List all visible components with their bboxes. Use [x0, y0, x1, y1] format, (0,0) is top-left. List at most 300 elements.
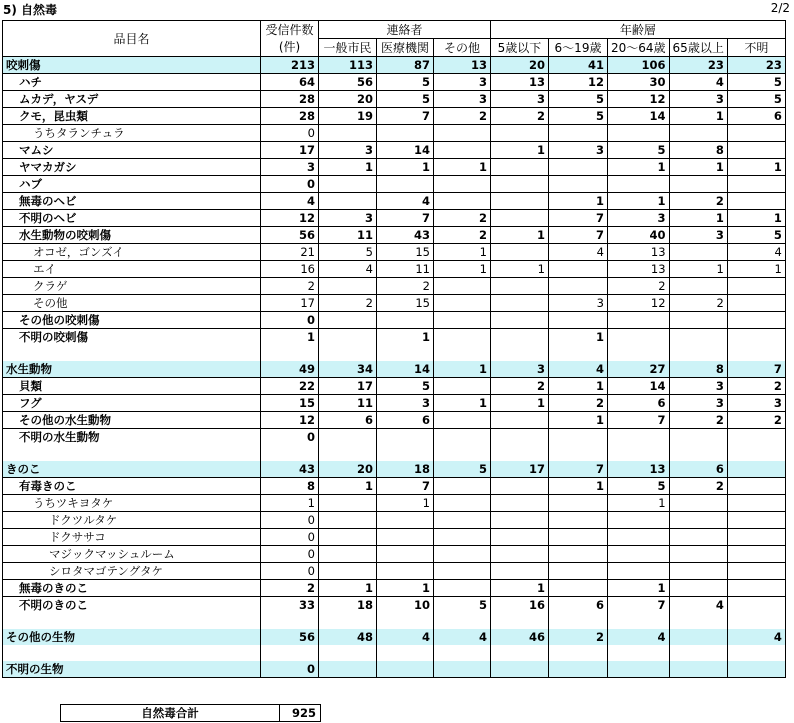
row-value: 1 — [434, 361, 491, 378]
row-label: うちタランチュラ — [3, 125, 261, 142]
table-row — [3, 412, 786, 429]
row-value: 18 — [377, 461, 434, 478]
row-value: 1 — [608, 159, 670, 176]
table-row — [3, 429, 786, 446]
row-value: 4 — [261, 193, 319, 210]
row-label: 水生動物の咬刺傷 — [3, 227, 261, 244]
row-value: 17 — [491, 461, 549, 478]
row-value — [434, 529, 491, 546]
row-value — [727, 563, 785, 580]
row-value — [434, 429, 491, 446]
row-value: 2 — [549, 629, 608, 645]
table-row — [3, 261, 786, 278]
row-value: 2 — [669, 193, 727, 210]
row-value — [491, 661, 549, 678]
row-value — [377, 125, 434, 142]
row-value — [491, 295, 549, 312]
row-value: 4 — [319, 261, 377, 278]
row-value: 0 — [261, 563, 319, 580]
row-value — [608, 445, 670, 461]
row-value: 7 — [608, 412, 670, 429]
row-value: 12 — [261, 412, 319, 429]
row-value: 64 — [261, 74, 319, 91]
row-value: 49 — [261, 361, 319, 378]
table-row — [3, 478, 786, 495]
row-value: 1 — [434, 261, 491, 278]
row-value: 7 — [549, 210, 608, 227]
row-value — [491, 176, 549, 193]
row-value: 33 — [261, 597, 319, 614]
row-value — [727, 193, 785, 210]
row-value — [491, 312, 549, 329]
table-row — [3, 629, 786, 645]
row-value — [434, 125, 491, 142]
row-value: 3 — [608, 210, 670, 227]
row-value: 1 — [608, 495, 670, 512]
row-value — [549, 278, 608, 295]
row-value — [377, 512, 434, 529]
row-value — [319, 645, 377, 661]
row-value: 28 — [261, 108, 319, 125]
row-value: 15 — [377, 295, 434, 312]
row-value — [491, 478, 549, 495]
row-value: 56 — [319, 74, 377, 91]
row-value: 1 — [727, 159, 785, 176]
row-value — [608, 345, 670, 361]
row-value — [669, 645, 727, 661]
row-value: 15 — [377, 244, 434, 261]
row-value: 106 — [608, 57, 670, 74]
table-row — [3, 395, 786, 412]
row-value — [491, 193, 549, 210]
row-label: クモ，昆虫類 — [3, 108, 261, 125]
row-value — [491, 329, 549, 346]
row-value: 2 — [319, 295, 377, 312]
row-value: 22 — [261, 378, 319, 395]
row-value: 1 — [319, 159, 377, 176]
row-value: 3 — [319, 142, 377, 159]
row-value: 6 — [319, 412, 377, 429]
row-value: 2 — [261, 580, 319, 597]
row-value — [549, 546, 608, 563]
row-label: 不明の生物 — [3, 661, 261, 678]
age-group-header: 年齢層 — [491, 21, 786, 39]
row-value — [434, 495, 491, 512]
row-value — [319, 125, 377, 142]
row-value — [727, 495, 785, 512]
row-value: 3 — [727, 395, 785, 412]
row-value: 3 — [377, 395, 434, 412]
row-value: 87 — [377, 57, 434, 74]
row-value — [319, 546, 377, 563]
contact-group-header: 連絡者 — [319, 21, 491, 39]
row-value: 3 — [261, 159, 319, 176]
item-name-header: 品目名 — [3, 21, 261, 57]
row-value: 34 — [319, 361, 377, 378]
table-row — [3, 661, 786, 678]
row-value: 12 — [261, 210, 319, 227]
row-value: 1 — [669, 210, 727, 227]
row-value: 46 — [491, 629, 549, 645]
table-row — [3, 159, 786, 176]
row-value — [727, 176, 785, 193]
row-value — [608, 312, 670, 329]
table-row — [3, 378, 786, 395]
row-value: 2 — [727, 378, 785, 395]
unit-header: (件) — [261, 39, 319, 57]
row-value — [608, 125, 670, 142]
row-value — [319, 429, 377, 446]
row-value — [608, 661, 670, 678]
row-value: 20 — [491, 57, 549, 74]
row-value — [549, 176, 608, 193]
table-row — [3, 244, 786, 261]
row-value — [727, 546, 785, 563]
row-value — [669, 345, 727, 361]
row-value — [549, 661, 608, 678]
row-value — [434, 512, 491, 529]
row-value — [491, 563, 549, 580]
row-value: 0 — [261, 312, 319, 329]
row-value — [669, 278, 727, 295]
row-value: 2 — [434, 227, 491, 244]
row-value: 0 — [261, 529, 319, 546]
row-value — [608, 176, 670, 193]
row-value: 7 — [549, 461, 608, 478]
row-value — [727, 645, 785, 661]
received-count-header: 受信件数 — [261, 21, 319, 39]
row-value: 2 — [669, 295, 727, 312]
row-value: 10 — [377, 597, 434, 614]
row-value — [669, 580, 727, 597]
table-row — [3, 345, 786, 361]
row-value — [491, 244, 549, 261]
row-value — [727, 278, 785, 295]
row-label: クラゲ — [3, 278, 261, 295]
row-value: 17 — [261, 142, 319, 159]
row-value: 23 — [669, 57, 727, 74]
row-value — [319, 661, 377, 678]
row-value: 40 — [608, 227, 670, 244]
row-value: 5 — [377, 91, 434, 108]
row-value — [434, 546, 491, 563]
row-value: 6 — [549, 597, 608, 614]
table-body — [3, 57, 786, 678]
row-value — [434, 345, 491, 361]
row-value: 1 — [434, 244, 491, 261]
row-value: 17 — [261, 295, 319, 312]
row-label: きのこ — [3, 461, 261, 478]
table-row — [3, 278, 786, 295]
row-value — [608, 329, 670, 346]
row-value — [491, 429, 549, 446]
row-value: 12 — [549, 74, 608, 91]
row-value: 13 — [608, 461, 670, 478]
row-value: 1 — [549, 329, 608, 346]
row-value: 13 — [491, 74, 549, 91]
row-value: 5 — [727, 74, 785, 91]
row-value: 3 — [669, 227, 727, 244]
row-value: 2 — [491, 378, 549, 395]
row-label: エイ — [3, 261, 261, 278]
row-value — [669, 495, 727, 512]
row-label: うちツキヨタケ — [3, 495, 261, 512]
row-value — [549, 261, 608, 278]
table-row — [3, 563, 786, 580]
table-row — [3, 210, 786, 227]
row-value — [491, 159, 549, 176]
row-value — [669, 329, 727, 346]
row-value — [491, 613, 549, 629]
row-value: 16 — [261, 261, 319, 278]
table-row — [3, 613, 786, 629]
table-row — [3, 645, 786, 661]
row-value: 0 — [261, 661, 319, 678]
row-label: ドクササコ — [3, 529, 261, 546]
row-value — [669, 176, 727, 193]
age-header: 65歳以上 — [669, 39, 727, 57]
row-value: 4 — [434, 629, 491, 645]
row-value — [549, 125, 608, 142]
row-value — [434, 661, 491, 678]
row-value — [434, 563, 491, 580]
row-label: ムカデ，ヤスデ — [3, 91, 261, 108]
row-value — [549, 563, 608, 580]
row-value: 1 — [549, 378, 608, 395]
row-value: 5 — [608, 142, 670, 159]
row-value — [491, 546, 549, 563]
row-value — [608, 529, 670, 546]
row-value — [377, 645, 434, 661]
row-label: ヤマカガシ — [3, 159, 261, 176]
row-value — [727, 329, 785, 346]
row-value — [727, 478, 785, 495]
row-value: 1 — [261, 495, 319, 512]
row-value — [608, 429, 670, 446]
table-row — [3, 91, 786, 108]
row-value — [669, 244, 727, 261]
row-value: 14 — [608, 378, 670, 395]
row-value: 1 — [549, 478, 608, 495]
row-value — [319, 563, 377, 580]
row-value: 11 — [319, 227, 377, 244]
row-value — [434, 278, 491, 295]
contact-header: その他 — [434, 39, 491, 57]
row-value — [491, 529, 549, 546]
row-label: ハチ — [3, 74, 261, 91]
row-value: 1 — [377, 329, 434, 346]
row-value: 20 — [319, 461, 377, 478]
row-value — [727, 445, 785, 461]
row-value: 20 — [319, 91, 377, 108]
row-value: 1 — [377, 495, 434, 512]
row-value — [727, 295, 785, 312]
table-row — [3, 361, 786, 378]
table-row — [3, 329, 786, 346]
row-value — [669, 429, 727, 446]
row-value: 7 — [377, 210, 434, 227]
row-value — [434, 580, 491, 597]
row-value — [727, 125, 785, 142]
row-label: 不明の水生動物 — [3, 429, 261, 446]
row-label: 不明の咬刺傷 — [3, 329, 261, 346]
table-row — [3, 445, 786, 461]
row-value — [669, 629, 727, 645]
row-value: 5 — [608, 478, 670, 495]
row-value — [669, 529, 727, 546]
row-value: 2 — [434, 108, 491, 125]
row-value: 1 — [727, 210, 785, 227]
table-row — [3, 125, 786, 142]
row-label: ハブ — [3, 176, 261, 193]
row-value — [319, 445, 377, 461]
row-value — [319, 495, 377, 512]
table-row — [3, 546, 786, 563]
row-value — [549, 512, 608, 529]
row-value: 1 — [491, 580, 549, 597]
row-label: ドクツルタケ — [3, 512, 261, 529]
row-value: 3 — [549, 142, 608, 159]
row-value: 2 — [491, 108, 549, 125]
page-number: 2/2 — [770, 1, 790, 15]
total-table — [60, 704, 321, 722]
row-label: 貝類 — [3, 378, 261, 395]
row-value: 2 — [727, 412, 785, 429]
row-value — [377, 345, 434, 361]
age-header: 不明 — [727, 39, 785, 57]
row-value — [434, 613, 491, 629]
row-value — [549, 312, 608, 329]
row-value — [727, 345, 785, 361]
row-value: 1 — [727, 261, 785, 278]
row-value — [491, 125, 549, 142]
row-label: 水生動物 — [3, 361, 261, 378]
row-value — [727, 597, 785, 614]
table-row — [3, 193, 786, 210]
row-value: 4 — [727, 244, 785, 261]
row-label: 不明のヘビ — [3, 210, 261, 227]
row-value: 27 — [608, 361, 670, 378]
row-value: 3 — [549, 295, 608, 312]
row-value — [491, 345, 549, 361]
row-value: 0 — [261, 125, 319, 142]
row-value — [319, 312, 377, 329]
row-value — [377, 176, 434, 193]
row-label: その他の水生動物 — [3, 412, 261, 429]
row-value: 1 — [491, 227, 549, 244]
row-value: 5 — [727, 91, 785, 108]
row-value — [549, 345, 608, 361]
row-value: 6 — [377, 412, 434, 429]
row-value: 2 — [608, 278, 670, 295]
row-value: 23 — [727, 57, 785, 74]
row-value: 1 — [491, 395, 549, 412]
row-value: 43 — [261, 461, 319, 478]
row-value — [261, 645, 319, 661]
row-value — [377, 546, 434, 563]
row-value: 5 — [727, 227, 785, 244]
row-value: 16 — [491, 597, 549, 614]
row-label: シロタマゴテングタケ — [3, 563, 261, 580]
table-row — [3, 512, 786, 529]
row-value: 11 — [319, 395, 377, 412]
row-value — [491, 210, 549, 227]
row-value — [549, 495, 608, 512]
row-value — [491, 495, 549, 512]
row-value — [727, 312, 785, 329]
row-value: 12 — [608, 91, 670, 108]
row-value — [727, 429, 785, 446]
row-value: 4 — [549, 361, 608, 378]
row-value — [319, 345, 377, 361]
row-value — [727, 661, 785, 678]
row-label: マムシ — [3, 142, 261, 159]
row-value — [434, 176, 491, 193]
row-value — [608, 613, 670, 629]
row-value — [434, 645, 491, 661]
row-value: 4 — [377, 629, 434, 645]
row-value — [549, 529, 608, 546]
row-value: 7 — [727, 361, 785, 378]
row-value: 3 — [491, 91, 549, 108]
row-value — [434, 312, 491, 329]
age-header: 6～19歳 — [549, 39, 608, 57]
row-value — [319, 613, 377, 629]
table-row — [3, 529, 786, 546]
table-row — [3, 142, 786, 159]
row-value: 1 — [491, 142, 549, 159]
table-row — [3, 227, 786, 244]
row-value: 2 — [669, 478, 727, 495]
row-value — [377, 613, 434, 629]
table-row — [3, 74, 786, 91]
row-value: 5 — [549, 108, 608, 125]
row-value — [549, 429, 608, 446]
row-value: 5 — [434, 461, 491, 478]
row-value: 48 — [319, 629, 377, 645]
row-value — [319, 278, 377, 295]
row-value — [434, 142, 491, 159]
row-value: 8 — [261, 478, 319, 495]
row-value: 14 — [377, 142, 434, 159]
row-value — [434, 193, 491, 210]
row-value — [549, 613, 608, 629]
row-value: 3 — [669, 378, 727, 395]
row-value — [727, 529, 785, 546]
row-value — [261, 445, 319, 461]
row-value: 4 — [669, 74, 727, 91]
row-value: 8 — [669, 142, 727, 159]
row-value: 3 — [669, 395, 727, 412]
row-value: 1 — [549, 193, 608, 210]
row-value — [608, 563, 670, 580]
row-value: 1 — [377, 580, 434, 597]
row-value — [377, 529, 434, 546]
row-value — [319, 529, 377, 546]
row-value: 2 — [549, 395, 608, 412]
row-value: 5 — [377, 378, 434, 395]
row-label: 咬刺傷 — [3, 57, 261, 74]
row-label: オコゼ，ゴンズイ — [3, 244, 261, 261]
row-value: 1 — [319, 580, 377, 597]
age-header: 20～64歳 — [608, 39, 670, 57]
row-value: 1 — [261, 329, 319, 346]
row-value — [727, 512, 785, 529]
row-value: 5 — [377, 74, 434, 91]
row-value: 4 — [727, 629, 785, 645]
row-value: 6 — [727, 108, 785, 125]
row-label — [3, 445, 261, 461]
